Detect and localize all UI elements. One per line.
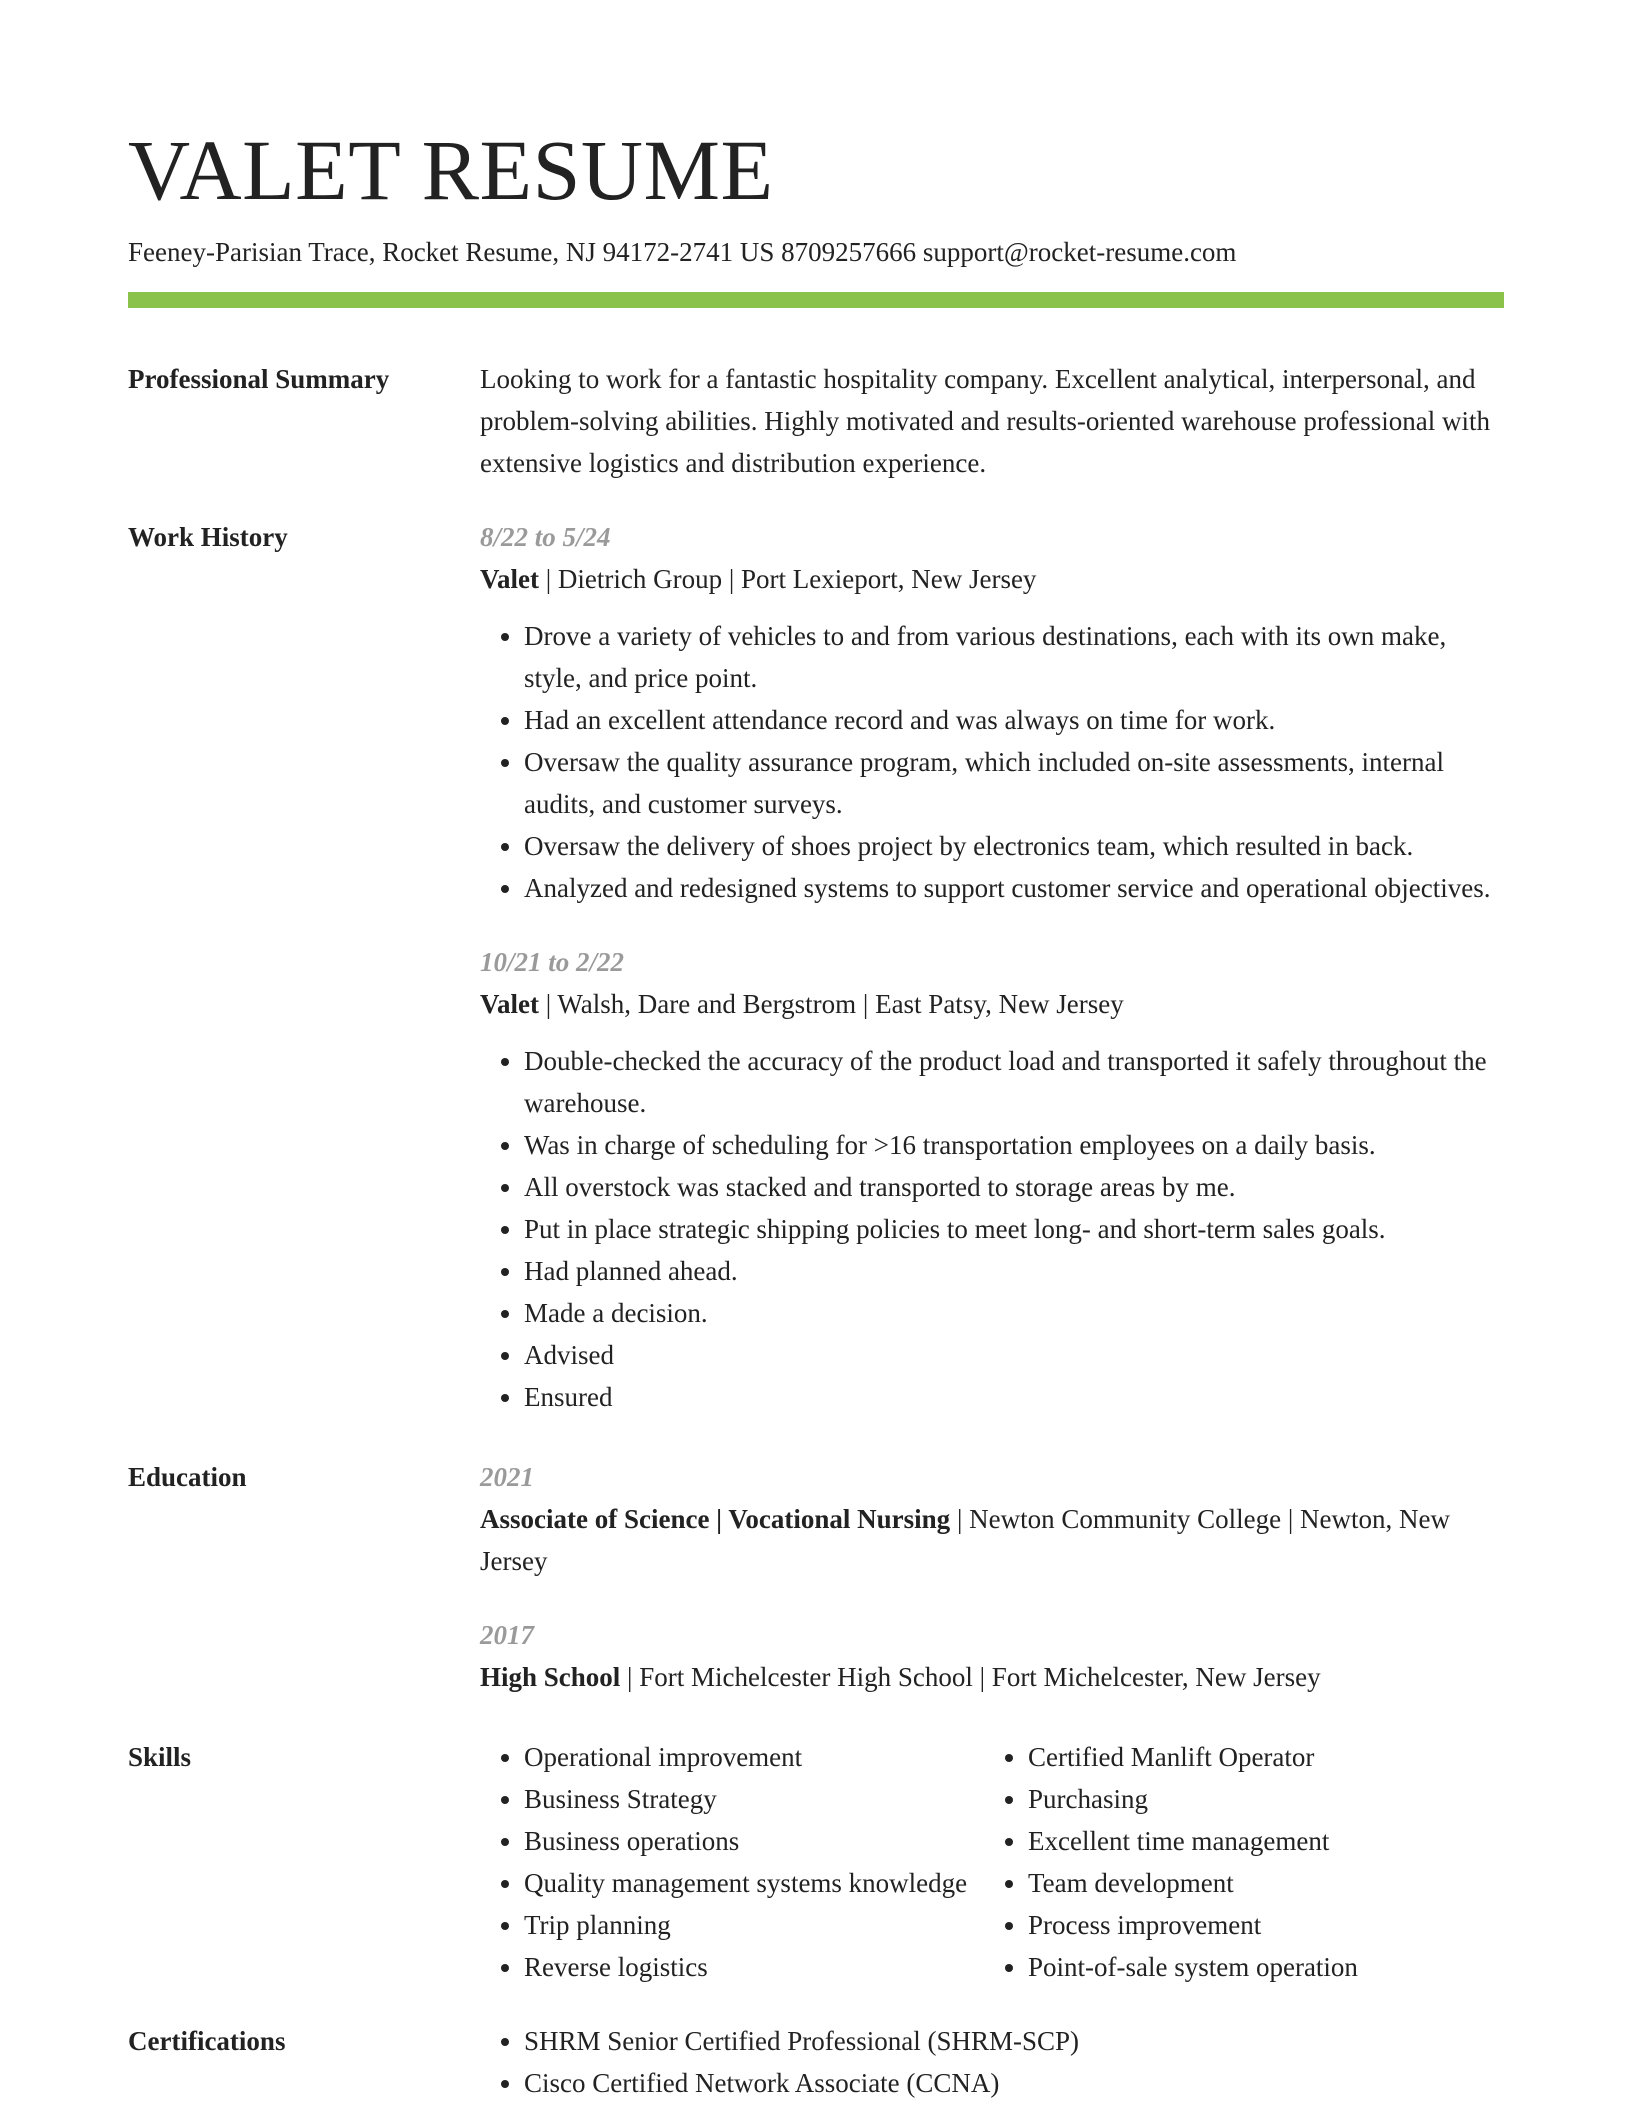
certification-item: • SHRM Senior Certified Professional (SHRM-SCP) (524, 2020, 1504, 2062)
accent-divider (128, 292, 1504, 308)
job-bullets (480, 615, 1504, 909)
certifications-body (480, 2020, 1504, 2104)
job-bullet: • Oversaw the quality assurance program, which included on-site assessments, internal audits, and customer surveys. (524, 741, 1504, 825)
education-degree: Associate of Science | Vocational Nursing (480, 1504, 951, 1534)
skill-item: • Reverse logistics (524, 1946, 984, 1988)
education-section (128, 1456, 1504, 1698)
job-title: Valet (480, 564, 539, 594)
skills-grid (480, 1736, 1504, 1988)
section-label-skills: Skills (128, 1742, 192, 1772)
education-degree: High School (480, 1662, 621, 1692)
job-bullet: • Had planned ahead. (524, 1250, 1504, 1292)
education-details: | Fort Michelcester High School | Fort Michelcester, New Jersey (620, 1662, 1321, 1692)
education-line (480, 1498, 1504, 1582)
certifications-section (128, 2020, 1504, 2104)
skill-item: • Business Strategy (524, 1778, 984, 1820)
skills-list-left (480, 1736, 984, 1988)
education-entry (480, 1614, 1504, 1698)
job-details: | Walsh, Dare and Bergstrom | East Patsy, New Jersey (539, 989, 1124, 1019)
section-label-certifications: Certifications (128, 2026, 286, 2056)
education-details: | Newton Community College | Newton, New Jersey (480, 1504, 1450, 1576)
job-bullet: • Double-checked the accuracy of the product load and transported it safely throughout the warehouse. (524, 1040, 1504, 1124)
job-bullet: • Put in place strategic shipping policies to meet long- and short-term sales goals. (524, 1208, 1504, 1250)
job-bullet: • Oversaw the delivery of shoes project by electronics team, which resulted in back. (524, 825, 1504, 867)
certification-item: • Cisco Certified Network Associate (CCNA) (524, 2062, 1504, 2104)
skill-item: • Process improvement (1028, 1904, 1488, 1946)
job-date: 10/21 to 2/22 (480, 947, 625, 977)
skill-item: • Team development (1028, 1862, 1488, 1904)
skill-item: • Point-of-sale system operation (1028, 1946, 1488, 1988)
education-entry (480, 1456, 1504, 1582)
job-bullet: • Analyzed and redesigned systems to support customer service and operational objectives. (524, 867, 1504, 909)
skill-item: • Purchasing (1028, 1778, 1488, 1820)
job-entry (480, 516, 1504, 909)
section-label-work-history: Work History (128, 522, 288, 552)
resume-page (128, 118, 1504, 2104)
skill-item: • Certified Manlift Operator (1028, 1736, 1488, 1778)
job-role (480, 558, 1504, 600)
summary-text: Looking to work for a fantastic hospitality company. Excellent analytical, interpersonal, and problem-solving abilities. Highly motivated and results-oriented warehouse professional with extensive logistics and distribution experience. (480, 364, 1491, 478)
job-bullet: • Had an excellent attendance record and was always on time for work. (524, 699, 1504, 741)
education-body (480, 1456, 1504, 1698)
skill-item: • Quality management systems knowledge (524, 1862, 984, 1904)
contact-line: Feeney-Parisian Trace, Rocket Resume, NJ 94172-2741 US 8709257666 support@rocket-resume.com (128, 237, 1237, 267)
skill-item: • Excellent time management (1028, 1820, 1488, 1862)
summary-section (128, 358, 1504, 484)
certifications-list (480, 2020, 1504, 2104)
resume-title: VALET RESUME (128, 122, 774, 218)
job-entry (480, 941, 1504, 1418)
job-bullet: • Advised (524, 1334, 1504, 1376)
job-bullets (480, 1040, 1504, 1418)
job-bullet: • All overstock was stacked and transported to storage areas by me. (524, 1166, 1504, 1208)
job-bullet: • Ensured (524, 1376, 1504, 1418)
job-bullet: • Drove a variety of vehicles to and from various destinations, each with its own make, style, and price point. (524, 615, 1504, 699)
job-date: 8/22 to 5/24 (480, 522, 611, 552)
skills-body (480, 1736, 1504, 1988)
education-line (480, 1656, 1504, 1698)
skills-list-right (984, 1736, 1488, 1988)
work-history-section (128, 516, 1504, 1418)
job-title: Valet (480, 989, 539, 1019)
skills-section (128, 1736, 1504, 1988)
section-label-summary: Professional Summary (128, 364, 390, 394)
work-history-body (480, 516, 1504, 1418)
skill-item: • Business operations (524, 1820, 984, 1862)
section-label-education: Education (128, 1462, 247, 1492)
skill-item: • Trip planning (524, 1904, 984, 1946)
job-role (480, 983, 1504, 1025)
summary-body (480, 358, 1504, 484)
education-date: 2021 (480, 1462, 534, 1492)
education-date: 2017 (480, 1620, 534, 1650)
job-bullet: • Was in charge of scheduling for >16 transportation employees on a daily basis. (524, 1124, 1504, 1166)
job-details: | Dietrich Group | Port Lexieport, New Jersey (539, 564, 1037, 594)
skill-item: • Operational improvement (524, 1736, 984, 1778)
job-bullet: • Made a decision. (524, 1292, 1504, 1334)
